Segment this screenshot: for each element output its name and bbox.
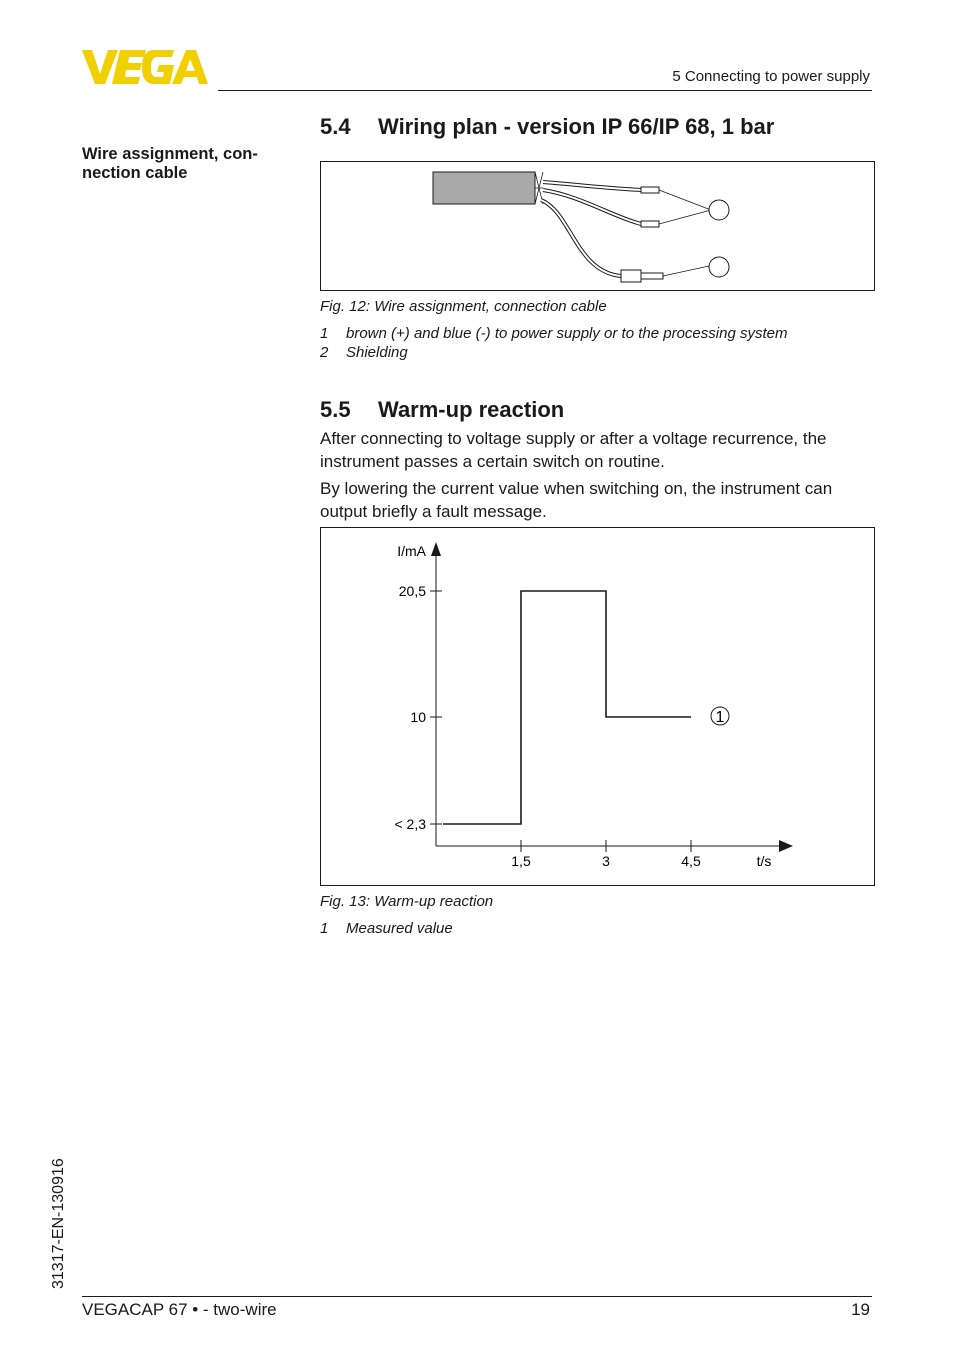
- legend-item: 1 brown (+) and blue (-) to power supply or to the processing system: [320, 325, 788, 342]
- section-55-heading: [320, 397, 564, 423]
- series-line: [443, 591, 691, 824]
- y-tick-label: < 2,3: [394, 816, 426, 832]
- legend-item: 1 Measured value: [320, 920, 453, 937]
- figure-13-legend: [320, 919, 453, 938]
- vega-logo: [82, 50, 212, 86]
- sidebar-label: Wire assignment, con-nection cable: [82, 145, 258, 182]
- header-divider: [218, 90, 872, 91]
- document-number: 31317-EN-130916: [50, 1158, 67, 1289]
- y-axis-arrow: [431, 542, 441, 556]
- x-axis-arrow: [779, 840, 793, 852]
- figure-12-legend: [320, 324, 787, 362]
- paragraph: After connecting to voltage supply or after a voltage recurrence, the instrument passes a certain switch on routine.: [320, 429, 827, 471]
- x-axis-label: t/s: [756, 853, 772, 869]
- legend-item: 2 Shielding: [320, 344, 408, 361]
- callout-1: [709, 200, 729, 220]
- warmup-chart-frame: [320, 527, 875, 886]
- y-tick-label: 10: [410, 709, 426, 725]
- section-55-title: Warm-up reaction: [378, 397, 565, 422]
- x-tick-label: 4,5: [681, 853, 701, 869]
- wiring-figure: [320, 161, 875, 291]
- x-tick-label: 1,5: [511, 853, 531, 869]
- y-tick-label: 20,5: [398, 583, 426, 599]
- x-tick-label: 3: [602, 853, 610, 869]
- page-number: 19: [851, 1300, 870, 1319]
- figure-13-caption: Fig. 13: Warm-up reaction: [320, 893, 494, 910]
- warmup-chart: [321, 528, 874, 885]
- footer-divider: [82, 1296, 872, 1297]
- y-axis-label: I/mA: [397, 543, 426, 559]
- section-54-heading: [320, 114, 774, 140]
- callout-2: [709, 257, 729, 277]
- section-54-number: 5.4: [320, 114, 351, 139]
- annotation-label: 1: [715, 709, 725, 726]
- section-55-number: 5.5: [320, 397, 351, 422]
- paragraph: By lowering the current value when switching on, the instrument can output briefly a fault message.: [320, 479, 833, 521]
- footer-product: VEGACAP 67 • - two-wire: [82, 1300, 277, 1319]
- section-54-title: Wiring plan - version IP 66/IP 68, 1 bar: [378, 114, 775, 139]
- figure-12-caption: Fig. 12: Wire assignment, connection cable: [320, 298, 607, 315]
- header-section-title: 5 Connecting to power supply: [672, 68, 870, 85]
- wiring-diagram: [321, 162, 874, 290]
